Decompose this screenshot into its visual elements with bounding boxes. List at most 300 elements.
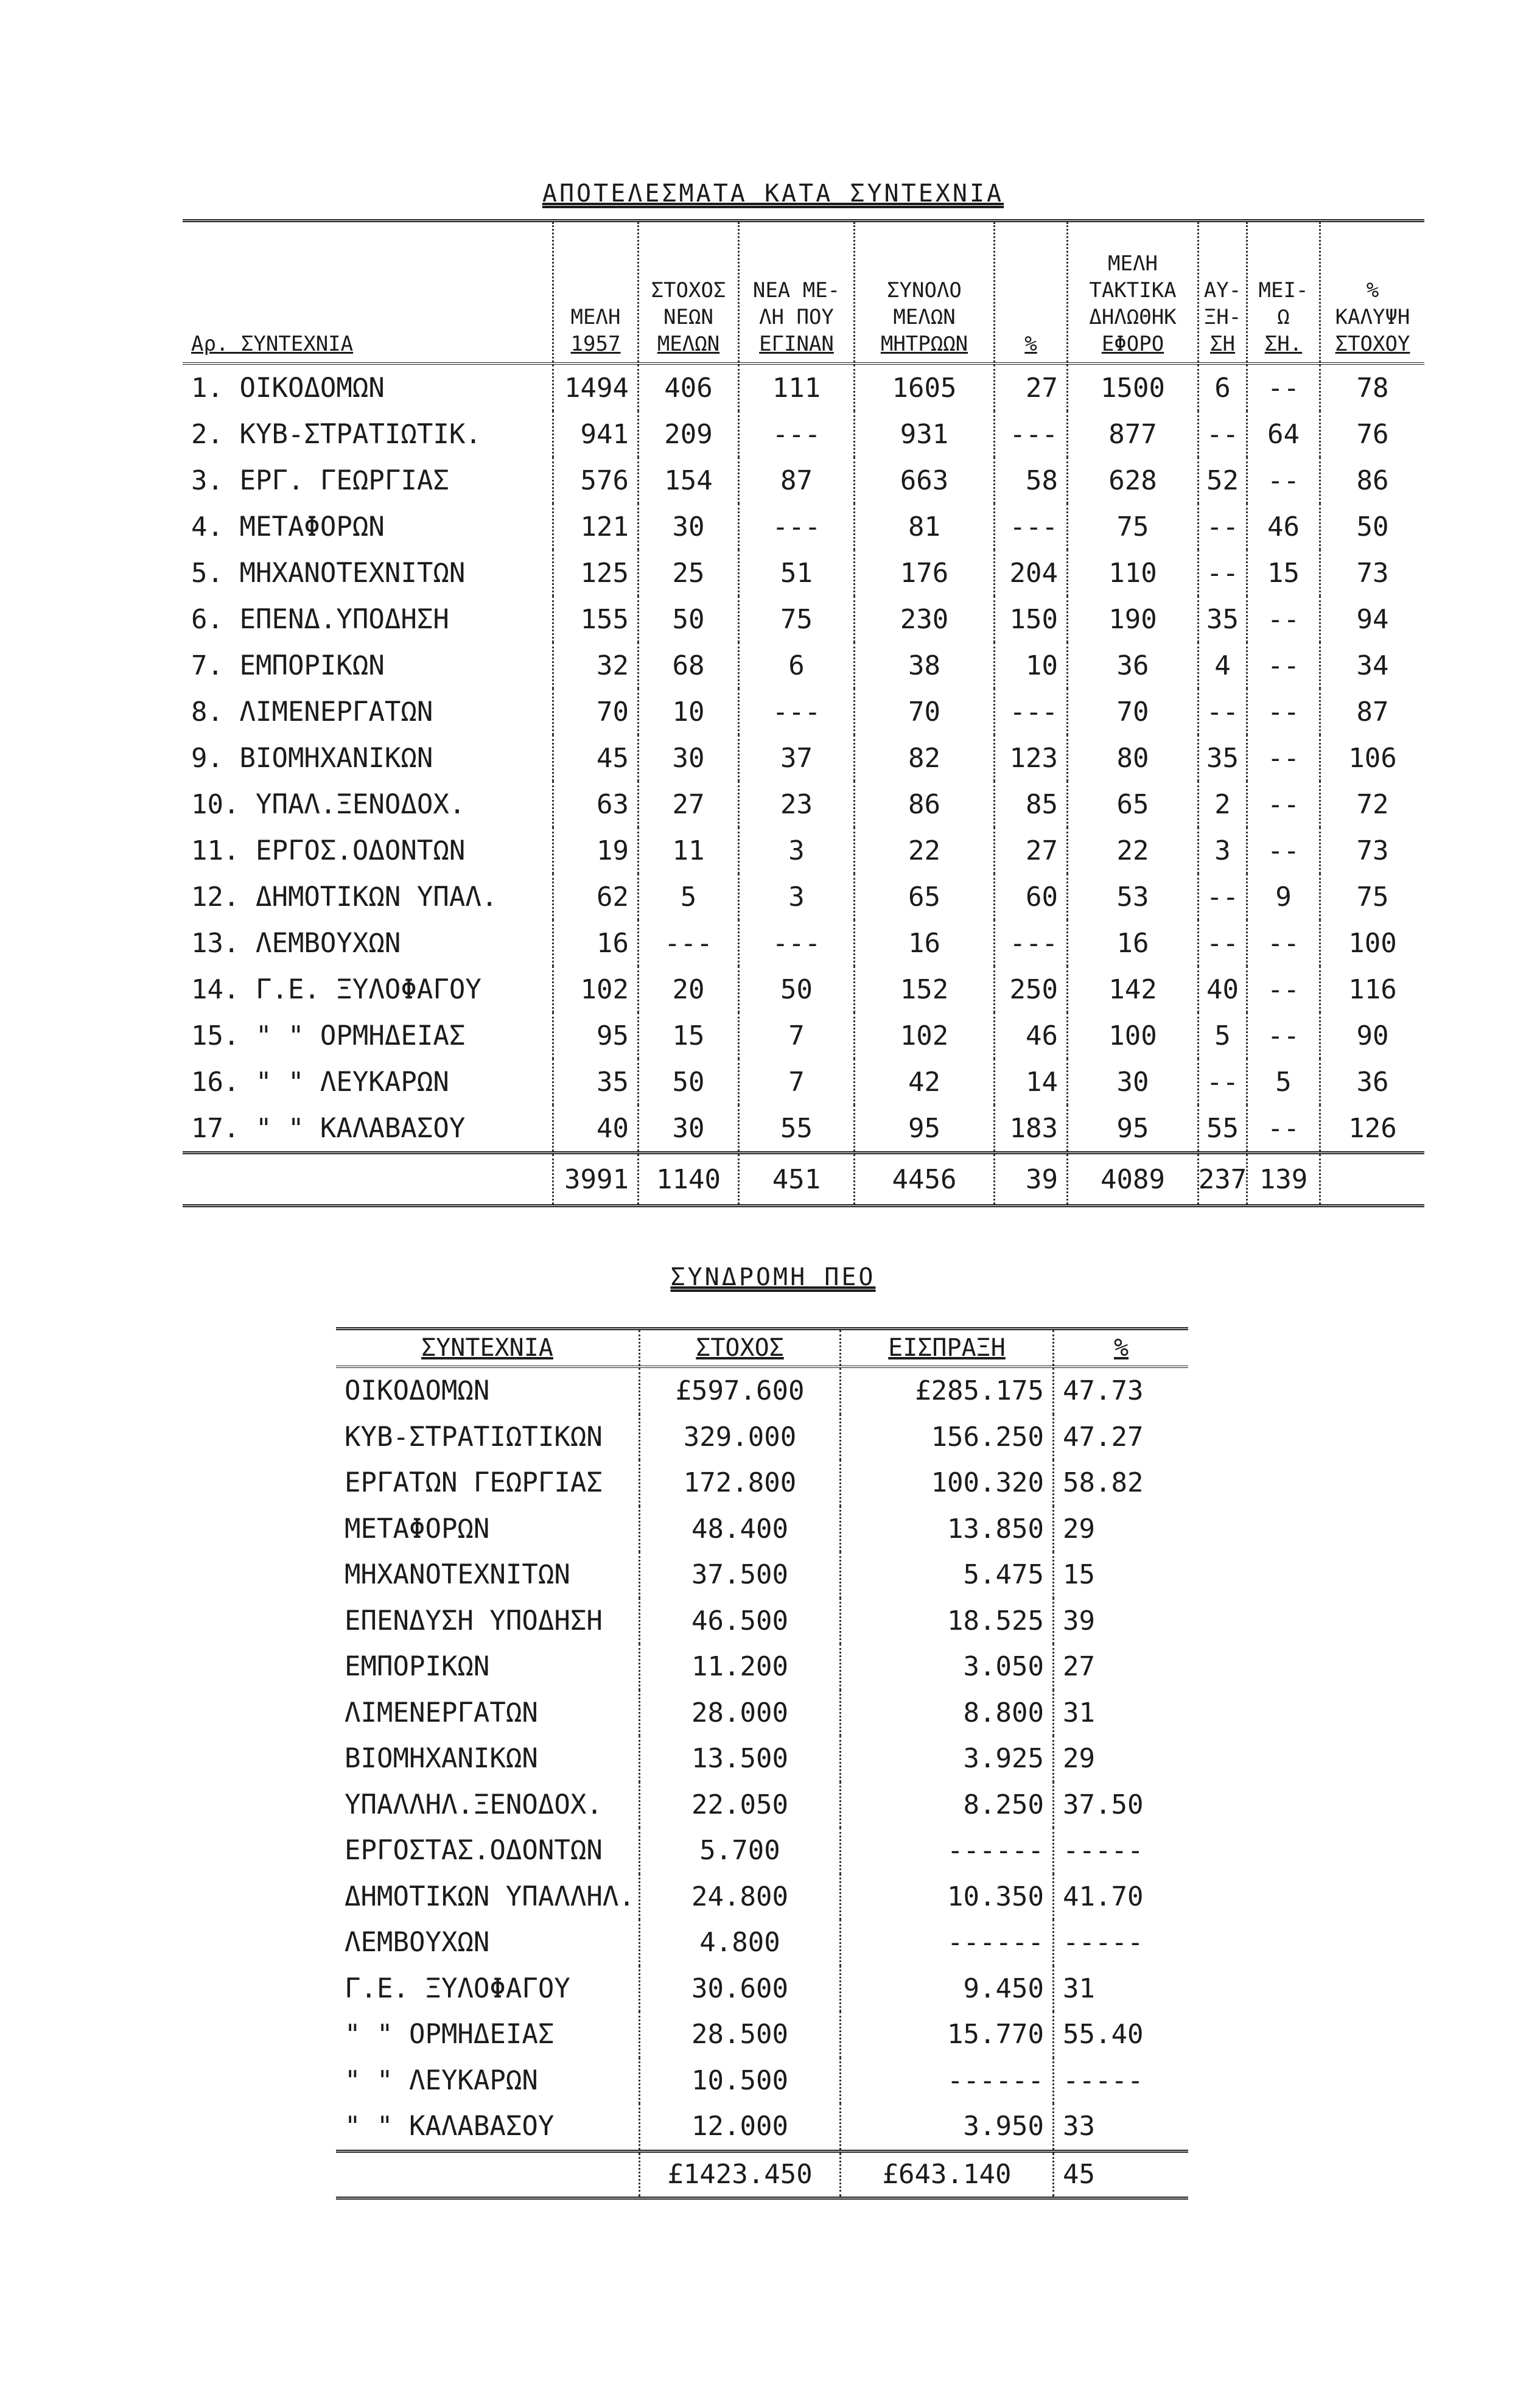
- cell-percent: 46: [995, 1012, 1068, 1059]
- cell-total-registered: 102: [855, 1012, 995, 1059]
- cell-members-1957: 576: [554, 457, 639, 503]
- cell-target: 24.800: [640, 1874, 841, 1920]
- cell-total-registered: 38: [855, 642, 995, 689]
- table-row: [183, 1105, 1424, 1151]
- subscription-table-body: [336, 1368, 1188, 2150]
- totals-label: [336, 2153, 640, 2197]
- table-row: [336, 1874, 1188, 1920]
- cell-percent: 39: [1063, 1605, 1095, 1636]
- total-members: 3991: [554, 1154, 639, 1204]
- cell-total-registered: 95: [855, 1105, 995, 1151]
- cell-percent: 150: [995, 596, 1068, 642]
- cell-collected: 15.770: [841, 2011, 1054, 2058]
- cell-total-registered: 230: [855, 596, 995, 642]
- cell-target-new: 209: [639, 411, 740, 457]
- table-row: [336, 1690, 1188, 1736]
- cell-percent: 85: [995, 781, 1068, 827]
- cell-declared: 30: [1068, 1059, 1199, 1105]
- cell-new-members: 6: [740, 642, 855, 689]
- cell-target-new: ---: [639, 920, 740, 966]
- cell-collected: 5.475: [841, 1552, 1054, 1598]
- cell-union-name: ΔΗΜΟΤΙΚΩΝ ΥΠΑΛΛΗΛ.: [336, 1874, 640, 1920]
- cell-target: 30.600: [640, 1966, 841, 2012]
- cell-coverage: 116: [1348, 973, 1397, 1005]
- cell-collected: ------: [841, 2058, 1054, 2104]
- cell-union-name: 2. ΚΥΒ-ΣΤΡΑΤΙΩΤΙΚ.: [183, 411, 554, 457]
- cell-coverage: 34: [1356, 650, 1389, 681]
- cell-new-members: 75: [740, 596, 855, 642]
- total-coverage: [1321, 1154, 1424, 1204]
- col-header-union: Αρ. ΣΥΝΤΕΧΝΙΑ: [183, 222, 554, 362]
- cell-members-1957: 155: [554, 596, 639, 642]
- cell-collected: 156.250: [841, 1414, 1054, 1461]
- table-row: [336, 1644, 1188, 1690]
- cell-percent: 31: [1063, 1697, 1095, 1728]
- cell-total-registered: 86: [855, 781, 995, 827]
- cell-target-new: 30: [639, 503, 740, 550]
- cell-collected: 13.850: [841, 1506, 1054, 1552]
- col-header-members-1957: ΜΕΛΗ 1957: [554, 222, 639, 362]
- cell-decrease: --: [1248, 920, 1321, 966]
- cell-target: 46.500: [640, 1598, 841, 1644]
- cell-coverage: 94: [1356, 603, 1389, 635]
- cell-decrease: --: [1248, 596, 1321, 642]
- cell-union-name: ΒΙΟΜΗΧΑΝΙΚΩΝ: [336, 1736, 640, 1782]
- cell-declared: 70: [1068, 689, 1199, 735]
- cell-collected: 9.450: [841, 1966, 1054, 2012]
- cell-members-1957: 102: [554, 966, 639, 1012]
- cell-union-name: 8. ΛΙΜΕΝΕΡΓΑΤΩΝ: [183, 689, 554, 735]
- cell-target-new: 50: [639, 596, 740, 642]
- cell-total-registered: 42: [855, 1059, 995, 1105]
- cell-declared: 95: [1068, 1105, 1199, 1151]
- col-header-target: ΣΤΟΧΟΣ ΝΕΩΝ ΜΕΛΩΝ: [639, 222, 740, 362]
- table-row: [183, 966, 1424, 1012]
- cell-increase: --: [1199, 550, 1248, 596]
- cell-increase: --: [1199, 689, 1248, 735]
- cell-percent: -----: [1063, 1927, 1144, 1959]
- table-row: [336, 1736, 1188, 1782]
- cell-union-name: 15. " " ΟΡΜΗΔΕΙΑΣ: [183, 1012, 554, 1059]
- cell-percent: 55.40: [1063, 2019, 1144, 2050]
- cell-members-1957: 1494: [554, 365, 639, 411]
- results-table-header: [183, 222, 1424, 365]
- cell-percent: 15: [1063, 1559, 1095, 1591]
- cell-percent: 58.82: [1063, 1467, 1144, 1499]
- cell-decrease: --: [1248, 735, 1321, 781]
- cell-target-new: 30: [639, 735, 740, 781]
- table-row: [183, 735, 1424, 781]
- col-header-target: ΣΤΟΧΟΣ: [640, 1330, 841, 1366]
- cell-increase: --: [1199, 503, 1248, 550]
- cell-collected: 10.350: [841, 1874, 1054, 1920]
- cell-percent: 33: [1063, 2111, 1095, 2142]
- cell-target-new: 406: [639, 365, 740, 411]
- cell-members-1957: 35: [554, 1059, 639, 1105]
- cell-decrease: --: [1248, 966, 1321, 1012]
- cell-members-1957: 941: [554, 411, 639, 457]
- col-header-declared: ΜΕΛΗ ΤΑΚΤΙΚΑ ΔΗΛΩΘΗΚ ΕΦΟΡΟ: [1068, 222, 1199, 362]
- cell-declared: 16: [1068, 920, 1199, 966]
- cell-new-members: 111: [740, 365, 855, 411]
- cell-new-members: ---: [740, 920, 855, 966]
- table2-title: ΣΥΝΔΡΟΜΗ ΠΕΟ: [670, 1263, 876, 1291]
- col-header-union: ΣΥΝΤΕΧΝΙΑ: [336, 1330, 640, 1366]
- cell-percent: 58: [995, 457, 1068, 503]
- cell-members-1957: 19: [554, 827, 639, 874]
- cell-increase: 35: [1199, 735, 1248, 781]
- cell-collected: £285.175: [841, 1368, 1054, 1414]
- cell-percent: 27: [995, 365, 1068, 411]
- cell-collected: 100.320: [841, 1460, 1054, 1506]
- cell-union-name: 10. ΥΠΑΛ.ΞΕΝΟΔΟΧ.: [183, 781, 554, 827]
- table-row: [336, 1414, 1188, 1461]
- cell-total-registered: 82: [855, 735, 995, 781]
- col-header-decrease: ΜΕΙ- Ω ΣΗ.: [1248, 222, 1321, 362]
- cell-union-name: 17. " " ΚΑΛΑΒΑΣΟΥ: [183, 1105, 554, 1151]
- cell-members-1957: 32: [554, 642, 639, 689]
- cell-union-name: ΛΕΜΒΟΥΧΩΝ: [336, 1920, 640, 1966]
- cell-target: 329.000: [640, 1414, 841, 1461]
- cell-target: £597.600: [640, 1368, 841, 1414]
- cell-percent: 47.73: [1063, 1375, 1144, 1407]
- cell-collected: ------: [841, 1828, 1054, 1874]
- cell-percent: 27: [1063, 1651, 1095, 1683]
- cell-increase: --: [1199, 920, 1248, 966]
- cell-increase: 4: [1199, 642, 1248, 689]
- cell-declared: 75: [1068, 503, 1199, 550]
- cell-target-new: 11: [639, 827, 740, 874]
- cell-union-name: " " ΛΕΥΚΑΡΩΝ: [336, 2058, 640, 2104]
- cell-percent: ---: [995, 411, 1068, 457]
- cell-new-members: 51: [740, 550, 855, 596]
- cell-increase: --: [1199, 1059, 1248, 1105]
- cell-members-1957: 95: [554, 1012, 639, 1059]
- cell-union-name: 5. ΜΗΧΑΝΟΤΕΧΝΙΤΩΝ: [183, 550, 554, 596]
- cell-percent: ---: [995, 920, 1068, 966]
- table-row: [336, 1598, 1188, 1644]
- cell-target: 4.800: [640, 1920, 841, 1966]
- cell-collected: 3.925: [841, 1736, 1054, 1782]
- cell-target: 22.050: [640, 1782, 841, 1828]
- cell-union-name: 7. ΕΜΠΟΡΙΚΩΝ: [183, 642, 554, 689]
- cell-percent: 29: [1063, 1743, 1095, 1775]
- cell-increase: 5: [1199, 1012, 1248, 1059]
- cell-total-registered: 22: [855, 827, 995, 874]
- cell-union-name: ΜΕΤΑΦΟΡΩΝ: [336, 1506, 640, 1552]
- totals-label: [183, 1154, 554, 1204]
- table-row: [183, 550, 1424, 596]
- cell-collected: ------: [841, 1920, 1054, 1966]
- cell-declared: 36: [1068, 642, 1199, 689]
- cell-percent: ---: [995, 689, 1068, 735]
- cell-coverage: 76: [1356, 418, 1389, 450]
- cell-increase: 55: [1199, 1105, 1248, 1151]
- cell-new-members: 37: [740, 735, 855, 781]
- cell-increase: 6: [1199, 365, 1248, 411]
- cell-coverage: 72: [1356, 788, 1389, 820]
- table-row: [336, 1368, 1188, 1414]
- cell-decrease: --: [1248, 1105, 1321, 1151]
- cell-target-new: 25: [639, 550, 740, 596]
- cell-union-name: 13. ΛΕΜΒΟΥΧΩΝ: [183, 920, 554, 966]
- results-table: [183, 219, 1424, 1207]
- cell-percent: 31: [1063, 1973, 1095, 2004]
- col-header-total-registered: ΣΥΝΟΛΟ ΜΕΛΩΝ ΜΗΤΡΩΩΝ: [855, 222, 995, 362]
- cell-total-registered: 16: [855, 920, 995, 966]
- total-new: 451: [740, 1154, 855, 1204]
- cell-members-1957: 121: [554, 503, 639, 550]
- cell-union-name: Γ.Ε. ΞΥΛΟΦΑΓΟΥ: [336, 1966, 640, 2012]
- cell-union-name: ΕΡΓΑΤΩΝ ΓΕΩΡΓΙΑΣ: [336, 1460, 640, 1506]
- cell-percent: 37.50: [1063, 1789, 1144, 1820]
- cell-union-name: 3. ΕΡΓ. ΓΕΩΡΓΙΑΣ: [183, 457, 554, 503]
- cell-percent: 60: [995, 874, 1068, 920]
- col-header-coverage: % ΚΑΛΥΨΗ ΣΤΟΧΟΥ: [1335, 278, 1410, 356]
- cell-members-1957: 45: [554, 735, 639, 781]
- cell-union-name: 11. ΕΡΓΟΣ.ΟΔΟΝΤΩΝ: [183, 827, 554, 874]
- table-row: [183, 411, 1424, 457]
- cell-target: 37.500: [640, 1552, 841, 1598]
- cell-target: 172.800: [640, 1460, 841, 1506]
- cell-union-name: ΟΙΚΟΔΟΜΩΝ: [336, 1368, 640, 1414]
- cell-new-members: 7: [740, 1059, 855, 1105]
- cell-coverage: 73: [1356, 557, 1389, 589]
- cell-members-1957: 63: [554, 781, 639, 827]
- cell-percent: 183: [995, 1105, 1068, 1151]
- cell-declared: 1500: [1068, 365, 1199, 411]
- cell-declared: 53: [1068, 874, 1199, 920]
- table-row: [183, 1012, 1424, 1059]
- cell-target-new: 5: [639, 874, 740, 920]
- cell-union-name: ΥΠΑΛΛΗΛ.ΞΕΝΟΔΟΧ.: [336, 1782, 640, 1828]
- table-row: [336, 2058, 1188, 2104]
- cell-target: 28.000: [640, 1690, 841, 1736]
- cell-percent: -----: [1063, 2064, 1144, 2096]
- cell-target: 12.000: [640, 2103, 841, 2150]
- cell-members-1957: 70: [554, 689, 639, 735]
- cell-coverage: 86: [1356, 465, 1389, 496]
- results-table-totals: [183, 1151, 1424, 1204]
- cell-coverage: 100: [1348, 927, 1397, 959]
- cell-target-new: 27: [639, 781, 740, 827]
- cell-percent: 204: [995, 550, 1068, 596]
- cell-coverage: 78: [1356, 372, 1389, 404]
- cell-collected: 3.950: [841, 2103, 1054, 2150]
- cell-decrease: 15: [1248, 550, 1321, 596]
- cell-increase: --: [1199, 411, 1248, 457]
- cell-declared: 22: [1068, 827, 1199, 874]
- cell-union-name: 9. ΒΙΟΜΗΧΑΝΙΚΩΝ: [183, 735, 554, 781]
- table-row: [183, 365, 1424, 411]
- total-decrease: 139: [1248, 1154, 1321, 1204]
- cell-total-registered: 931: [855, 411, 995, 457]
- col-header-collected: ΕΙΣΠΡΑΞΗ: [841, 1330, 1054, 1366]
- cell-coverage: 126: [1348, 1112, 1397, 1144]
- cell-members-1957: 62: [554, 874, 639, 920]
- cell-new-members: 23: [740, 781, 855, 827]
- cell-target: 10.500: [640, 2058, 841, 2104]
- total-target: 1140: [639, 1154, 740, 1204]
- cell-declared: 65: [1068, 781, 1199, 827]
- cell-percent: 14: [995, 1059, 1068, 1105]
- cell-percent: 41.70: [1063, 1881, 1144, 1912]
- total-percent: 45: [1063, 2159, 1095, 2190]
- table-row: [183, 596, 1424, 642]
- table1-title: ΑΠΟΤΕΛΕΣΜΑΤΑ ΚΑΤΑ ΣΥΝΤΕΧΝΙΑ: [542, 180, 1004, 208]
- cell-declared: 877: [1068, 411, 1199, 457]
- table-row: [183, 457, 1424, 503]
- cell-total-registered: 81: [855, 503, 995, 550]
- cell-decrease: --: [1248, 781, 1321, 827]
- cell-coverage: 90: [1356, 1020, 1389, 1051]
- cell-total-registered: 1605: [855, 365, 995, 411]
- subscription-table: [336, 1327, 1188, 2200]
- table-row: [336, 1828, 1188, 1874]
- cell-decrease: --: [1248, 827, 1321, 874]
- cell-union-name: 14. Γ.Ε. ΞΥΛΟΦΑΓΟΥ: [183, 966, 554, 1012]
- cell-target: 11.200: [640, 1644, 841, 1690]
- table-row: [183, 874, 1424, 920]
- cell-target: 13.500: [640, 1736, 841, 1782]
- cell-new-members: ---: [740, 503, 855, 550]
- cell-percent: 10: [995, 642, 1068, 689]
- subscription-table-header: [336, 1330, 1188, 1368]
- cell-members-1957: 40: [554, 1105, 639, 1151]
- total-registered: 4456: [855, 1154, 995, 1204]
- table-row: [336, 2103, 1188, 2150]
- cell-coverage: 73: [1356, 835, 1389, 866]
- table-row: [336, 1966, 1188, 2012]
- cell-union-name: ΛΙΜΕΝΕΡΓΑΤΩΝ: [336, 1690, 640, 1736]
- col-header-percent: %: [1113, 1334, 1129, 1362]
- cell-total-registered: 176: [855, 550, 995, 596]
- cell-members-1957: 125: [554, 550, 639, 596]
- cell-coverage: 106: [1348, 742, 1397, 774]
- table-row: [336, 1506, 1188, 1552]
- cell-total-registered: 70: [855, 689, 995, 735]
- table-row: [336, 1552, 1188, 1598]
- cell-target-new: 10: [639, 689, 740, 735]
- table-row: [183, 503, 1424, 550]
- cell-target-new: 15: [639, 1012, 740, 1059]
- cell-collected: 3.050: [841, 1644, 1054, 1690]
- table-row: [183, 642, 1424, 689]
- cell-decrease: --: [1248, 457, 1321, 503]
- cell-total-registered: 152: [855, 966, 995, 1012]
- results-table-body: [183, 365, 1424, 1151]
- cell-coverage: 36: [1356, 1066, 1389, 1098]
- cell-union-name: 1. ΟΙΚΟΔΟΜΩΝ: [183, 365, 554, 411]
- col-header-percent: %: [995, 222, 1068, 362]
- table-row: [183, 920, 1424, 966]
- cell-declared: 80: [1068, 735, 1199, 781]
- cell-target: 28.500: [640, 2011, 841, 2058]
- cell-union-name: ΕΡΓΟΣΤΑΣ.ΟΔΟΝΤΩΝ: [336, 1828, 640, 1874]
- cell-percent: -----: [1063, 1835, 1144, 1867]
- cell-percent: 29: [1063, 1513, 1095, 1545]
- cell-new-members: 87: [740, 457, 855, 503]
- cell-collected: 8.800: [841, 1690, 1054, 1736]
- cell-target: 48.400: [640, 1506, 841, 1552]
- cell-coverage: 87: [1356, 696, 1389, 728]
- cell-union-name: 16. " " ΛΕΥΚΑΡΩΝ: [183, 1059, 554, 1105]
- cell-collected: 8.250: [841, 1782, 1054, 1828]
- cell-new-members: 7: [740, 1012, 855, 1059]
- table-row: [183, 827, 1424, 874]
- cell-union-name: ΕΜΠΟΡΙΚΩΝ: [336, 1644, 640, 1690]
- cell-decrease: 46: [1248, 503, 1321, 550]
- cell-target-new: 30: [639, 1105, 740, 1151]
- cell-percent: ---: [995, 503, 1068, 550]
- cell-total-registered: 663: [855, 457, 995, 503]
- total-target: £1423.450: [640, 2153, 841, 2197]
- cell-union-name: 12. ΔΗΜΟΤΙΚΩΝ ΥΠΑΛ.: [183, 874, 554, 920]
- cell-decrease: 64: [1248, 411, 1321, 457]
- total-increase: 237: [1199, 1154, 1248, 1204]
- cell-increase: 3: [1199, 827, 1248, 874]
- cell-new-members: ---: [740, 689, 855, 735]
- cell-declared: 190: [1068, 596, 1199, 642]
- cell-decrease: 9: [1248, 874, 1321, 920]
- cell-new-members: 3: [740, 827, 855, 874]
- cell-new-members: 3: [740, 874, 855, 920]
- cell-target-new: 154: [639, 457, 740, 503]
- subscription-table-totals: [336, 2150, 1188, 2197]
- cell-percent: 123: [995, 735, 1068, 781]
- col-header-new-members: ΝΕΑ ΜΕ- ΛΗ ΠΟΥ ΕΓΙΝΑΝ: [740, 222, 855, 362]
- cell-percent: 27: [995, 827, 1068, 874]
- cell-coverage: 50: [1356, 511, 1389, 542]
- cell-target: 5.700: [640, 1828, 841, 1874]
- cell-increase: 2: [1199, 781, 1248, 827]
- cell-percent: 250: [995, 966, 1068, 1012]
- cell-union-name: ΚΥΒ-ΣΤΡΑΤΙΩΤΙΚΩΝ: [336, 1414, 640, 1461]
- cell-union-name: 6. ΕΠΕΝΔ.ΥΠΟΔΗΣΗ: [183, 596, 554, 642]
- cell-union-name: ΕΠΕΝΔΥΣΗ ΥΠΟΔΗΣΗ: [336, 1598, 640, 1644]
- cell-increase: 52: [1199, 457, 1248, 503]
- cell-percent: 47.27: [1063, 1421, 1144, 1453]
- cell-decrease: --: [1248, 1012, 1321, 1059]
- cell-union-name: " " ΚΑΛΑΒΑΣΟΥ: [336, 2103, 640, 2150]
- cell-decrease: 5: [1248, 1059, 1321, 1105]
- total-percent: 39: [995, 1154, 1068, 1204]
- cell-decrease: --: [1248, 365, 1321, 411]
- table-row: [183, 1059, 1424, 1105]
- cell-declared: 110: [1068, 550, 1199, 596]
- table-row: [336, 1460, 1188, 1506]
- table-row: [183, 781, 1424, 827]
- cell-increase: --: [1199, 874, 1248, 920]
- cell-total-registered: 65: [855, 874, 995, 920]
- col-header-increase: ΑΥ- ΞΗ- ΣΗ: [1199, 222, 1248, 362]
- table-row: [183, 689, 1424, 735]
- table-row: [336, 2011, 1188, 2058]
- cell-union-name: " " ΟΡΜΗΔΕΙΑΣ: [336, 2011, 640, 2058]
- cell-members-1957: 16: [554, 920, 639, 966]
- cell-declared: 628: [1068, 457, 1199, 503]
- cell-declared: 142: [1068, 966, 1199, 1012]
- cell-new-members: ---: [740, 411, 855, 457]
- cell-decrease: --: [1248, 689, 1321, 735]
- table-row: [336, 1920, 1188, 1966]
- cell-target-new: 68: [639, 642, 740, 689]
- cell-union-name: 4. ΜΕΤΑΦΟΡΩΝ: [183, 503, 554, 550]
- total-collected: £643.140: [841, 2153, 1054, 2197]
- cell-new-members: 55: [740, 1105, 855, 1151]
- cell-increase: 40: [1199, 966, 1248, 1012]
- table-row: [336, 1782, 1188, 1828]
